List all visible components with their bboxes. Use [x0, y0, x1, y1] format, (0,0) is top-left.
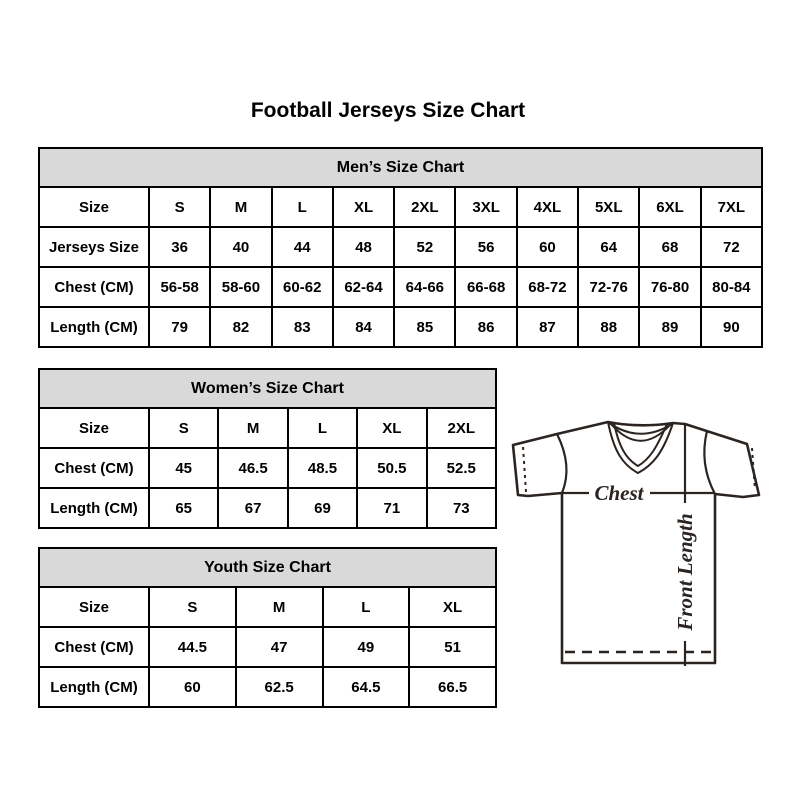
youth-table-title: Youth Size Chart	[39, 548, 496, 587]
mens-table-body	[39, 187, 762, 347]
table-title-row	[39, 548, 496, 587]
womens-table-title: Women’s Size Chart	[39, 369, 496, 408]
womens-table-body	[39, 408, 496, 528]
value-cell: 56	[455, 227, 516, 267]
value-cell: 58-60	[210, 267, 271, 307]
value-cell: 89	[639, 307, 700, 347]
value-cell: 44	[272, 227, 333, 267]
value-cell: 60	[517, 227, 578, 267]
row-label-cell: Size	[39, 408, 149, 448]
row-label-cell: Chest (CM)	[39, 627, 149, 667]
value-cell: 48	[333, 227, 394, 267]
value-cell: 79	[149, 307, 210, 347]
table-row	[39, 408, 496, 448]
row-label-cell: Size	[39, 587, 149, 627]
value-cell: XL	[357, 408, 426, 448]
table-row	[39, 307, 762, 347]
value-cell: 62.5	[236, 667, 323, 707]
page-title: Football Jerseys Size Chart	[250, 99, 526, 122]
value-cell: 69	[288, 488, 357, 528]
value-cell: 52	[394, 227, 455, 267]
front-length-label: Front Length	[673, 513, 697, 631]
value-cell: 40	[210, 227, 271, 267]
value-cell: 60-62	[272, 267, 333, 307]
value-cell: 51	[409, 627, 496, 667]
value-cell: 68	[639, 227, 700, 267]
value-cell: 66-68	[455, 267, 516, 307]
value-cell: 65	[149, 488, 218, 528]
value-cell: 46.5	[218, 448, 287, 488]
value-cell: L	[272, 187, 333, 227]
value-cell: 72	[701, 227, 762, 267]
mens-size-table	[38, 147, 763, 348]
value-cell: 87	[517, 307, 578, 347]
value-cell: 67	[218, 488, 287, 528]
value-cell: 3XL	[455, 187, 516, 227]
youth-table-body	[39, 587, 496, 707]
value-cell: 64	[578, 227, 639, 267]
value-cell: S	[149, 187, 210, 227]
value-cell: M	[210, 187, 271, 227]
value-cell: 72-76	[578, 267, 639, 307]
value-cell: 7XL	[701, 187, 762, 227]
value-cell: 44.5	[149, 627, 236, 667]
value-cell: 2XL	[427, 408, 496, 448]
value-cell: 2XL	[394, 187, 455, 227]
value-cell: 47	[236, 627, 323, 667]
value-cell: 85	[394, 307, 455, 347]
value-cell: 76-80	[639, 267, 700, 307]
value-cell: 52.5	[427, 448, 496, 488]
table-title-row	[39, 369, 496, 408]
table-row	[39, 267, 762, 307]
value-cell: S	[149, 587, 236, 627]
value-cell: 71	[357, 488, 426, 528]
value-cell: 90	[701, 307, 762, 347]
value-cell: M	[236, 587, 323, 627]
value-cell: 50.5	[357, 448, 426, 488]
value-cell: 64-66	[394, 267, 455, 307]
value-cell: 4XL	[517, 187, 578, 227]
value-cell: 68-72	[517, 267, 578, 307]
value-cell: L	[323, 587, 410, 627]
value-cell: 48.5	[288, 448, 357, 488]
value-cell: 73	[427, 488, 496, 528]
row-label-cell: Jerseys Size	[39, 227, 149, 267]
row-label-cell: Chest (CM)	[39, 448, 149, 488]
table-row	[39, 227, 762, 267]
value-cell: 84	[333, 307, 394, 347]
value-cell: XL	[333, 187, 394, 227]
value-cell: 5XL	[578, 187, 639, 227]
value-cell: 60	[149, 667, 236, 707]
value-cell: XL	[409, 587, 496, 627]
table-row	[39, 488, 496, 528]
value-cell: 56-58	[149, 267, 210, 307]
table-row	[39, 448, 496, 488]
value-cell: 62-64	[333, 267, 394, 307]
row-label-cell: Size	[39, 187, 149, 227]
value-cell: 6XL	[639, 187, 700, 227]
row-label-cell: Length (CM)	[39, 488, 149, 528]
value-cell: M	[218, 408, 287, 448]
row-label-cell: Length (CM)	[39, 667, 149, 707]
value-cell: 82	[210, 307, 271, 347]
row-label-cell: Chest (CM)	[39, 267, 149, 307]
value-cell: 86	[455, 307, 516, 347]
value-cell: L	[288, 408, 357, 448]
jersey-outline	[513, 422, 759, 663]
chest-label: Chest	[594, 481, 644, 505]
table-row	[39, 667, 496, 707]
table-row	[39, 627, 496, 667]
value-cell: 88	[578, 307, 639, 347]
mens-table-title: Men’s Size Chart	[39, 148, 762, 187]
value-cell: S	[149, 408, 218, 448]
youth-size-table	[38, 547, 497, 708]
value-cell: 66.5	[409, 667, 496, 707]
value-cell: 80-84	[701, 267, 762, 307]
jersey-measurement-diagram-icon	[495, 400, 785, 685]
value-cell: 83	[272, 307, 333, 347]
value-cell: 45	[149, 448, 218, 488]
table-row	[39, 187, 762, 227]
value-cell: 64.5	[323, 667, 410, 707]
table-row	[39, 587, 496, 627]
value-cell: 36	[149, 227, 210, 267]
table-title-row	[39, 148, 762, 187]
value-cell: 49	[323, 627, 410, 667]
womens-size-table	[38, 368, 497, 529]
row-label-cell: Length (CM)	[39, 307, 149, 347]
